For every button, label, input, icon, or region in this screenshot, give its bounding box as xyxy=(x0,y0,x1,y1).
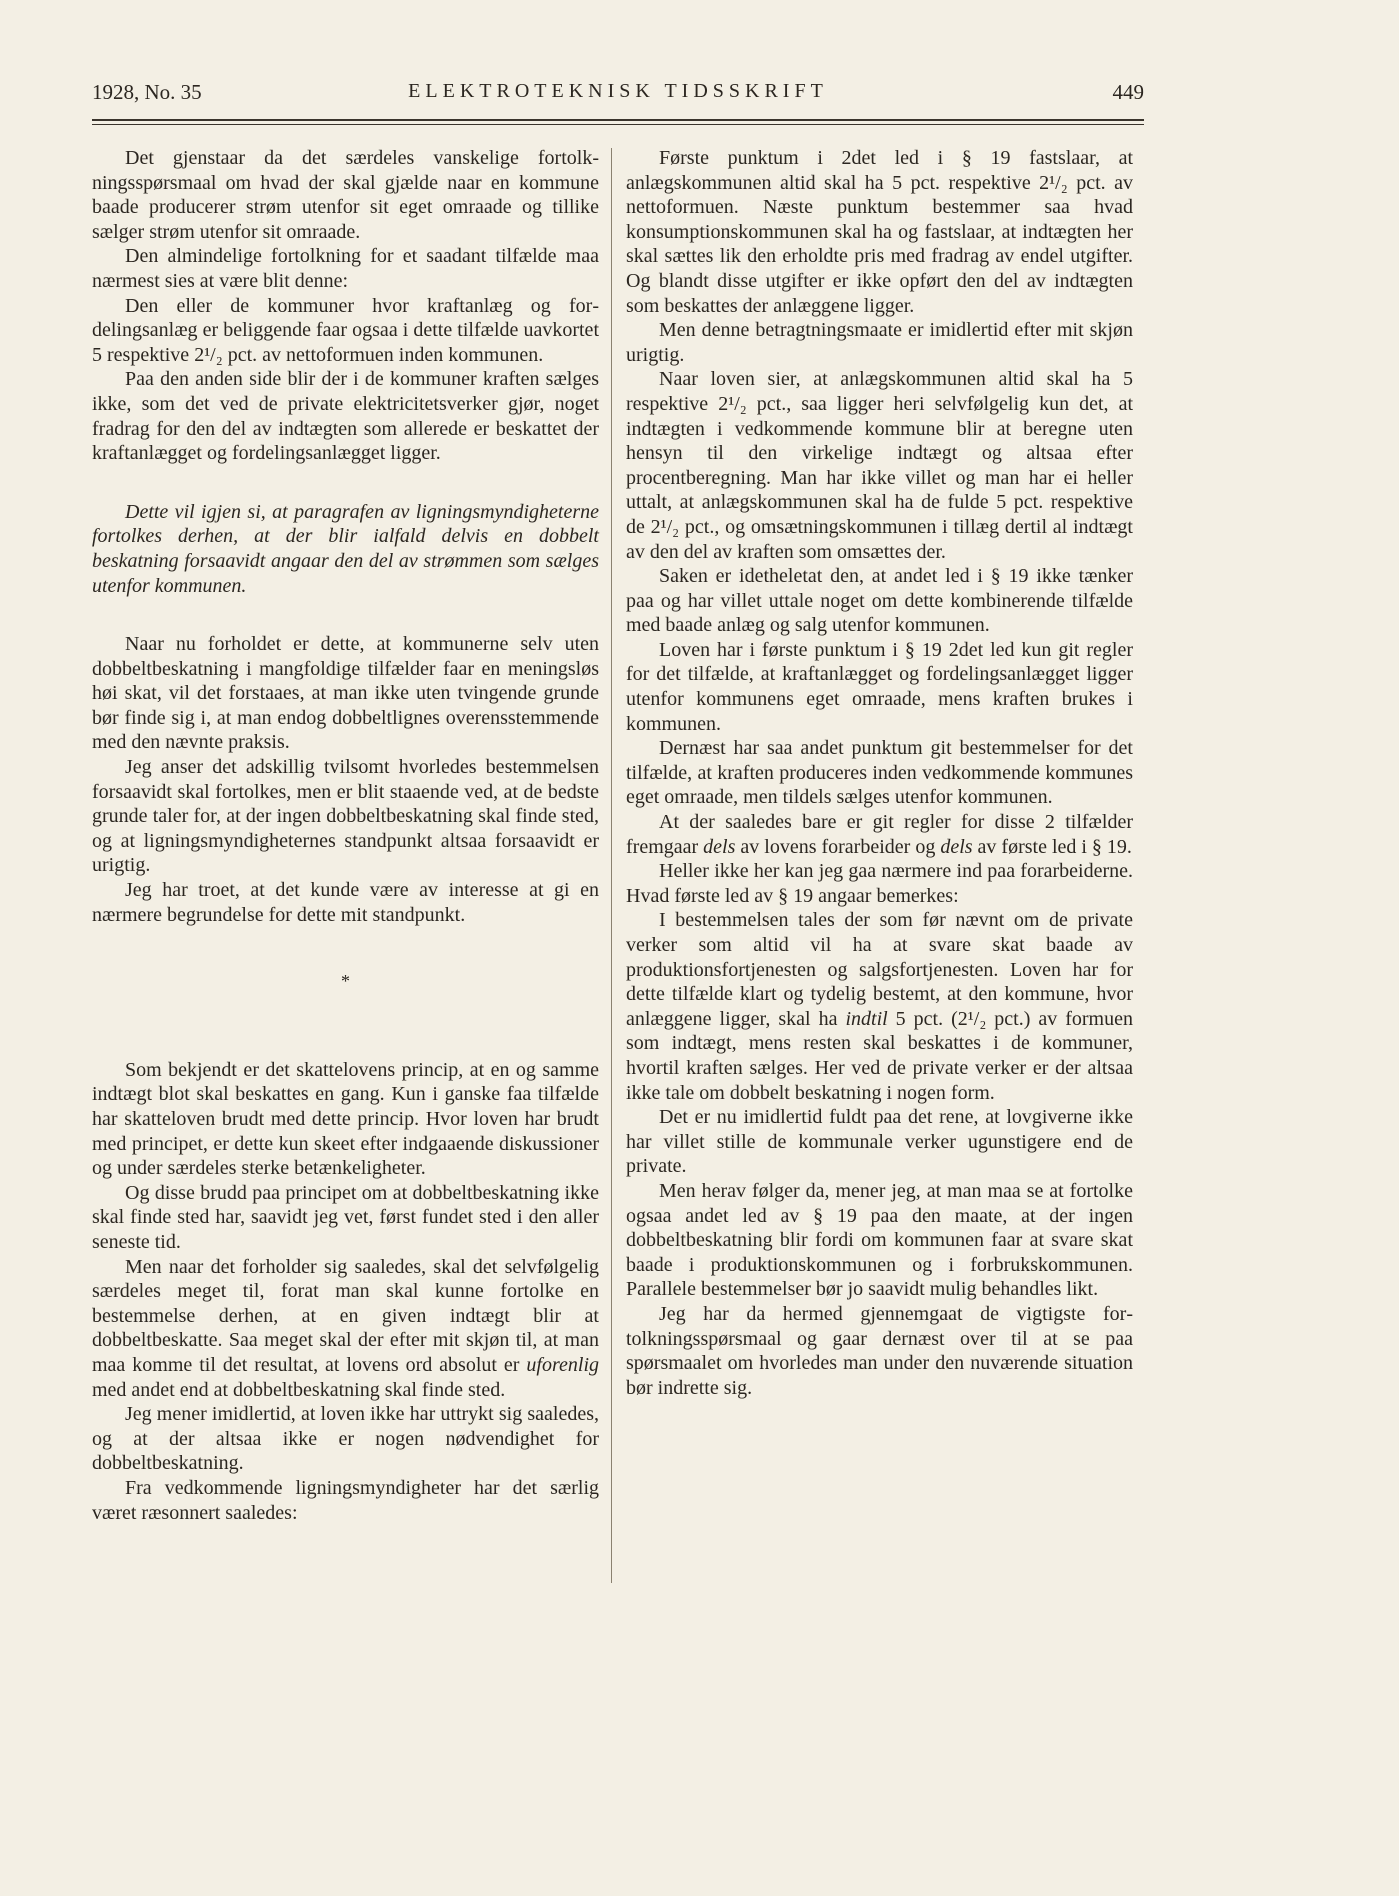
paragraph: Første punktum i 2det led i § 19 fastslaar, at anlægskommunen altid skal ha 5 pct. respektive 2¹/₂ pct. av nettoformuen. Næste punktum bestemmer saa hvad konsumptionskommunen skal ha og fastslaar, at indtægten her skal sættes lik den erholdte pris med fradrag av endel utgifter. Og blandt disse utgifter er ikke opført den del av indtægten som beskattes der anlæggene ligger. xyxy=(626,147,1133,317)
paragraph xyxy=(626,908,1133,1105)
paragraph: Paa den anden side blir der i de kommuner kraften sælges ikke, som det ved de private elektricitetsverker gjør, noget fradrag for den del av indtægten som allerede er beskattet der kraftanlægget og fordelingsanlægget ligger. xyxy=(92,368,599,465)
text-run: med andet end at dobbeltbeskatning skal finde sted. xyxy=(92,1378,506,1401)
page-number: 449 xyxy=(1112,80,1144,104)
paragraph: Og disse brudd paa principet om at dobbeltbeskatning ikke skal finde sted har, saavidt jeg vet, først fundet sted i den aller seneste tid. xyxy=(92,1181,599,1253)
section-separator: * xyxy=(341,971,350,992)
paragraph: Jeg mener imidlertid, at loven ikke har uttrykt sig saaledes, og at der altsaa ikke er nogen nødvendighet for dobbeltbeskatning. xyxy=(92,1403,599,1475)
header-rule-thin xyxy=(92,124,1144,125)
paragraph: Den almindelige fortolkning for et saadant tilfælde maa nærmest sies at være blit denne: xyxy=(92,245,599,292)
running-header xyxy=(92,80,1144,108)
journal-title: ELEKTROTEKNISK TIDSSKRIFT xyxy=(408,80,828,102)
paragraph: Jeg har da hermed gjennemgaat de vigtigste fortolkningsspørsmaal og gaar dernæst over til at se paa spørsmaalet om hvorledes man under den nuværende situation bør indrette sig. xyxy=(626,1302,1133,1399)
italic-quote: Dette vil igjen si, at paragrafen av ligningsmyndigheterne fortolkes derhen, at der blir ialfald delvis en dobbelt beskatning forsaavidt angaar den del av strømmen som sælges utenfor kommunen. xyxy=(92,500,599,597)
paragraph: Loven har i første punktum i § 19 2det led kun git regler for det tilfælde, at kraftanlægget og fordelingsanlægget ligger utenfor kommunens eget omraade, mens kraften brukes i kommunen. xyxy=(626,638,1133,735)
text-run: Men naar det forholder sig saaledes, skal det selvfølgelig særdeles meget til, forat man skal kunne fortolke en bestemmelse derhen, at en given indtægt blir at dobbeltbeskatte. Saa meget skal der efter mit skjøn til, at man maa komme til det resultat, at lovens ord absolut er xyxy=(92,1255,599,1376)
paragraph: Men denne betragtningsmaate er imidlertid efter mit skjøn urigtig. xyxy=(626,319,1133,366)
left-column xyxy=(92,146,599,1525)
paragraph: Det gjenstaar da det særdeles vanskelige fortolkningsspørsmaal om hvad der skal gjælde naar en kommune baade producerer strøm utenfor sit eget omraade og tillike sælger strøm utenfor sit omraade. xyxy=(92,147,599,243)
paragraph: Naar nu forholdet er dette, at kommunerne selv uten dobbeltbeskatning i mangfoldige tilfælder faar en meningsløs høi skat, vil det forstaaes, at man ikke uten tvingende grunde bør finde sig i, at man endog dobbeltlignes overensstemmende med den nævnte praksis. xyxy=(92,633,599,754)
paragraph xyxy=(626,810,1133,859)
emphasis: dels xyxy=(703,835,736,858)
emphasis: dels xyxy=(940,835,973,858)
paragraph: Naar loven sier, at anlægskommunen altid skal ha 5 respektive 2¹/₂ pct., saa ligger heri selvfølgelig kun det, at indtægten i vedkommende kommune blir at beregne uten hensyn til den virkelige indtægt og altsaa efter procentberegning. Man har ikke villet og man har ei heller uttalt, at anlægskommunen skal ha de fulde 5 pct. respektive de 2¹/₂ pct., og omsætningskommunen i tillæg dertil al indtægt av den del av kraften som omsættes der. xyxy=(626,368,1133,563)
issue-label: 1928, No. 35 xyxy=(92,80,202,104)
text-run: I bestemmelsen tales der som før nævnt om de private verker som altid vil ha at svare skat baade av produktionsfortjenesten og salgsfortjenesten. Loven har for dette tilfælde klart og tydelig bestemt, at den kommune, hvor anlæggene ligger, skal ha xyxy=(626,909,1133,1030)
column-divider xyxy=(611,148,612,1583)
right-column xyxy=(626,146,1133,1400)
paragraph xyxy=(92,1255,599,1403)
paragraph: Jeg har troet, at det kunde være av interesse at gi en nærmere begrundelse for dette mit standpunkt. xyxy=(92,879,599,926)
paragraph: Heller ikke her kan jeg gaa nærmere ind paa forarbeiderne. Hvad første led av § 19 angaar bemerkes: xyxy=(626,860,1133,907)
emphasis: uforenlig xyxy=(526,1353,599,1376)
paragraph: Fra vedkommende ligningsmyndigheter har det særlig været ræsonnert saaledes: xyxy=(92,1476,599,1524)
paragraph: Saken er idetheletat den, at andet led i § 19 ikke tænker paa og har villet uttale noget om dette kombinerende tilfælde med baade anlæg og salg utenfor kommunen. xyxy=(626,565,1133,637)
text-run: av første led i § 19. xyxy=(972,835,1132,858)
text-run: 5 pct. (2¹/₂ pct.) av formuen som indtægt, mens resten skal beskattes i de kommuner, hvortil kraften sælges. Her ved de private verker er der altsaa ikke tale om dobbelt beskatning i nogen form. xyxy=(626,1007,1133,1104)
text-run: av lovens forarbeider og xyxy=(735,835,941,858)
paragraph: Som bekjendt er det skattelovens princip, at en og samme indtægt blot skal beskattes en gang. Kun i ganske faa tilfælde har skatteloven brudt med dette princip. Hvor loven har brudt med principet, er dette kun skeet efter indgaaende diskussioner og under særdeles sterke betænkeligheter. xyxy=(92,1058,599,1180)
paragraph: Den eller de kommuner hvor kraftanlæg og fordelingsanlæg er beliggende faar ogsaa i dette tilfælde uavkortet 5 respektive 2¹/₂ pct. av nettoformuen inden kommunen. xyxy=(92,294,599,366)
paragraph: Det er nu imidlertid fuldt paa det rene, at lovgiverne ikke har villet stille de kommunale verker ugunstigere end de private. xyxy=(626,1106,1133,1178)
paragraph: Jeg anser det adskillig tvilsomt hvorledes bestemmelsen forsaavidt skal fortolkes, men er blit staaende ved, at de bedste grunde taler for, at der ingen dobbeltbeskatning skal finde sted, og at ligningsmyndigheternes standpunkt altsaa forsaavidt er urigtig. xyxy=(92,756,599,877)
text-run: At der saaledes bare er git regler for disse 2 tilfælder fremgaar xyxy=(626,811,1133,858)
emphasis: indtil xyxy=(845,1007,888,1030)
paragraph: Dernæst har saa andet punktum git bestemmelser for det tilfælde, at kraften produceres inden vedkommende kommunes eget omraade, men tildels sælges utenfor kommunen. xyxy=(626,737,1133,809)
header-rule-thick xyxy=(92,119,1144,121)
paragraph: Men herav følger da, mener jeg, at man maa se at fortolke ogsaa andet led av § 19 paa den maate, at der ingen dobbeltbeskatning blir fordi om kommunen faar at svare skat baade i produktionskommunen og i forbrukskommunen. Parallele bestemmelser bør jo saavidt mulig behandles likt. xyxy=(626,1179,1133,1301)
